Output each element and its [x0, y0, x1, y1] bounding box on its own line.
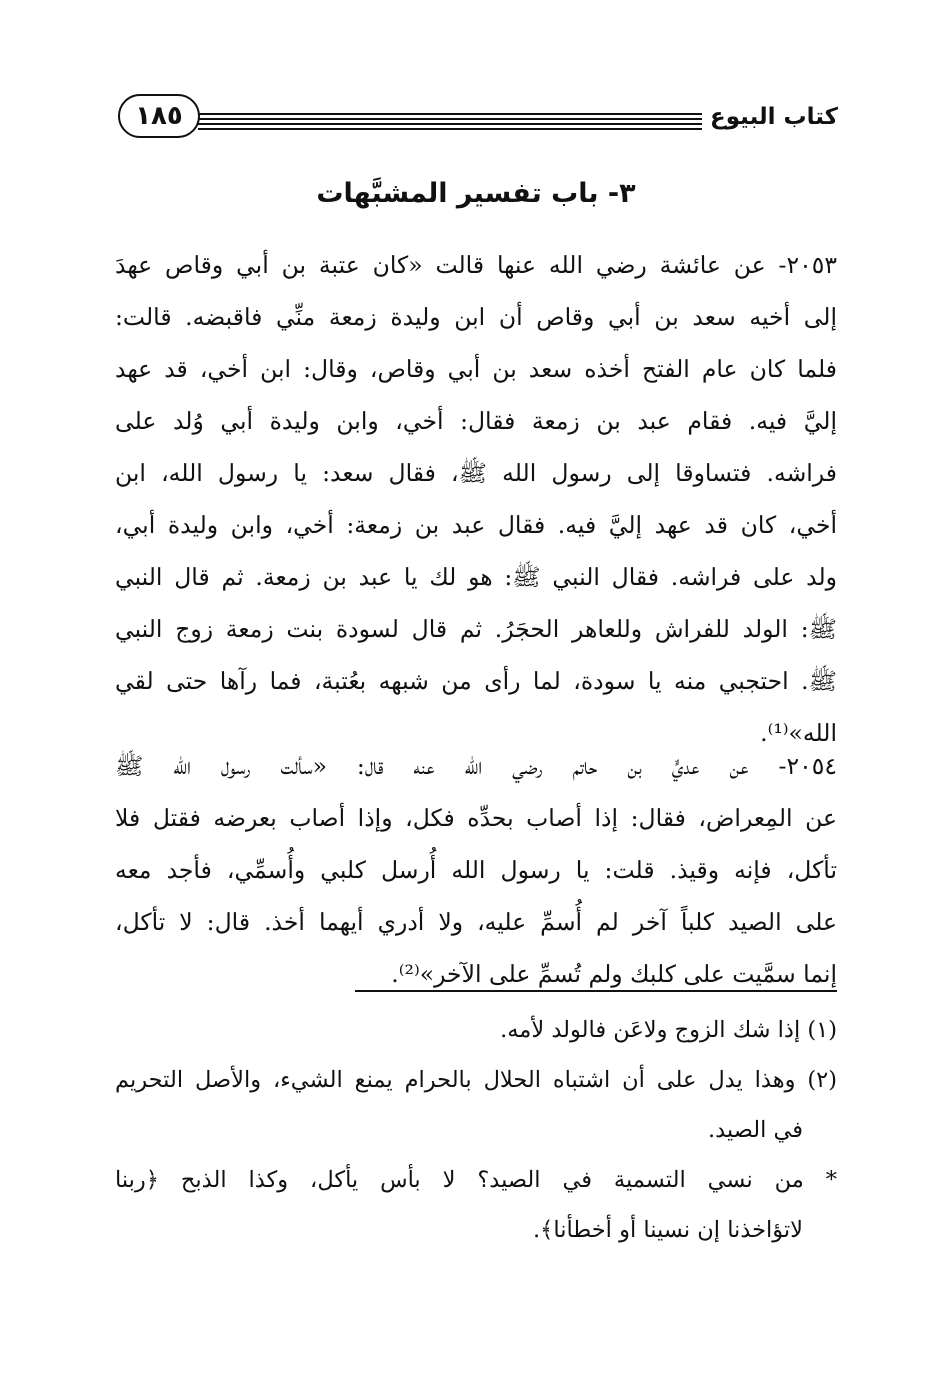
- header-rule: [198, 123, 702, 125]
- book-title: كتاب البيوع: [710, 104, 838, 130]
- hadith-2054: [115, 740, 837, 1000]
- footnote-separator: [355, 990, 837, 992]
- text-line: ٢٠٥٣- عن عائشة رضي الله عنها قالت «كان عتبة بن أبي وقاص عهدَ: [115, 251, 837, 279]
- header-rule: [198, 128, 702, 130]
- text-line: فراشه. فتساوقا إلى رسول الله ﷺ، فقال سعد: يا رسول الله، ابن: [115, 459, 837, 487]
- header-rule: [198, 113, 702, 115]
- text-line: ٢٠٥٤- عن عديٍّ بن حاتم رضي الله عنه قال: «سألت رسول الله ﷺ: [115, 752, 837, 780]
- page-number: ١٨٥: [118, 94, 200, 138]
- text-line: ولد على فراشه. فقال النبي ﷺ: هو لك يا عبد بن زمعة. ثم قال النبي: [115, 563, 837, 591]
- text-line: إلى أخيه سعد بن أبي وقاص أن ابن وليدة زمعة منِّي فاقبضه. قالت:: [115, 303, 837, 331]
- header-rule: [198, 118, 702, 120]
- page-header: [118, 92, 838, 152]
- footnote-line: * من نسي التسمية في الصيد؟ لا بأس يأكل، وكذا الذبح ﴿ربنا: [115, 1167, 837, 1193]
- text-line: عن المِعراض، فقال: إذا أصاب بحدِّه فكل، وإذا أصاب بعرضه فقتل فلا: [115, 804, 837, 832]
- footnote-line: (٢) وهذا يدل على أن اشتباه الحلال بالحرام يمنع الشيء، والأصل التحريم: [115, 1067, 837, 1093]
- text-line: إنما سمَّيت على كلبك ولم تُسمِّ على الآخر»⁽²⁾.: [391, 960, 837, 988]
- hadith-2053: [115, 239, 837, 759]
- text-line: ﷺ: الولد للفراش وللعاهر الحجَرُ. ثم قال لسودة بنت زمعة زوج النبي: [115, 615, 837, 643]
- footnotes: [115, 1005, 837, 1255]
- text-line: أخي، كان قد عهد إليَّ فيه. فقال عبد بن زمعة: أخي، وابن وليدة أبي،: [115, 511, 837, 539]
- text-line: ﷺ. احتجبي منه يا سودة، لما رأى من شبهه بعُتبة، فما رآها حتى لقي: [115, 667, 837, 695]
- footnote-line: في الصيد.: [707, 1117, 803, 1143]
- text-line: تأكل، فإنه وقيذ. قلت: يا رسول الله أُرسل كلبي وأُسمِّي، فأجد معه: [115, 856, 837, 884]
- text-line: على الصيد كلباً آخر لم أُسمِّ عليه، ولا أدري أيهما أخذ. قال: لا تأكل،: [115, 908, 837, 936]
- chapter-title: ٣- باب تفسير المشبَّهات: [316, 178, 636, 209]
- footnote-line: (١) إذا شك الزوج ولاعَن فالولد لأمه.: [500, 1017, 837, 1043]
- text-line: فلما كان عام الفتح أخذه سعد بن أبي وقاص، وقال: ابن أخي، قد عهد: [115, 355, 837, 383]
- text-line: إليَّ فيه. فقام عبد بن زمعة فقال: أخي، وابن وليدة أبي وُلد على: [115, 407, 837, 435]
- text-line: الله»⁽¹⁾.: [760, 719, 837, 747]
- footnote-line: لاتؤاخذنا إن نسينا أو أخطأنا﴾.: [533, 1217, 803, 1243]
